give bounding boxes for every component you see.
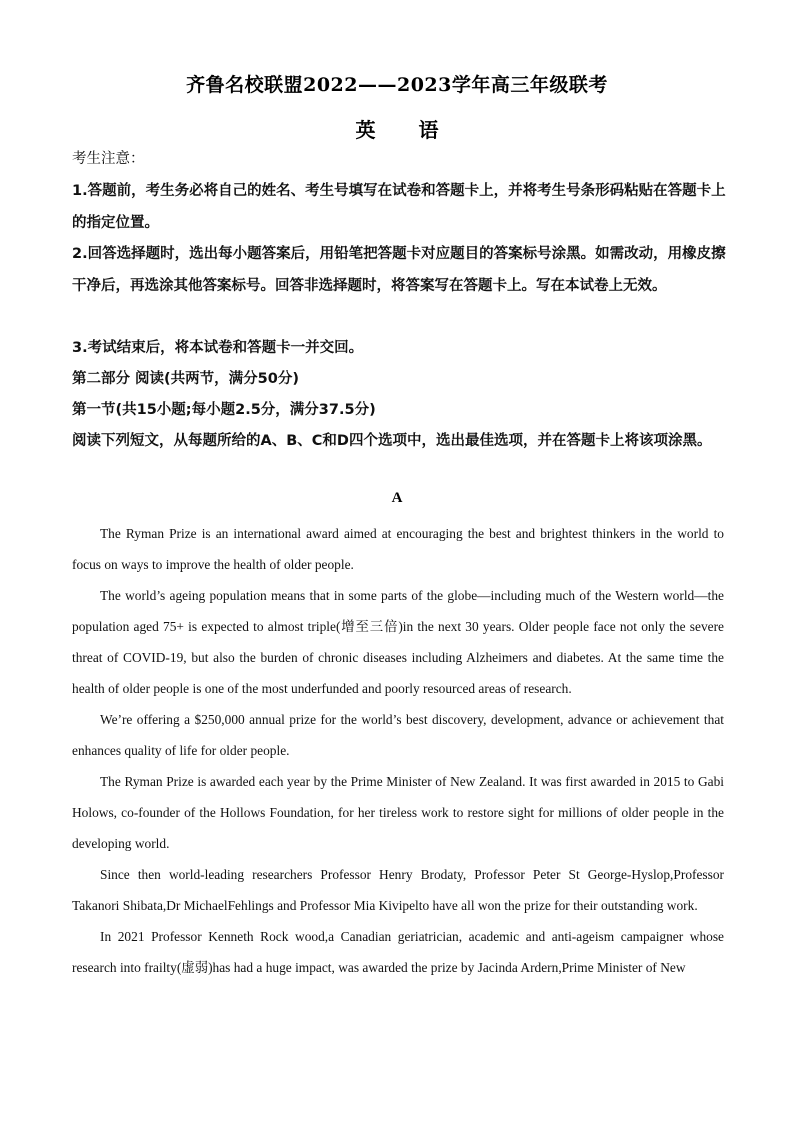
- reading-instruction: 阅读下列短文，从每题所给的A、B、C和D四个选项中，选出最佳选项，并在答题卡上将该项涂黑。: [72, 433, 712, 449]
- paragraph-3: We’re offering a $250,000 annual prize for the world’s best discovery, development, advance or achievement that enhances quality of life for older people.: [72, 712, 724, 758]
- notice-item-1: 1.答题前，考生务必将自己的姓名、考生号填写在试卷和答题卡上，并将考生号条形码粘贴在答题卡上的指定位置。: [72, 183, 726, 231]
- paragraph-1: The Ryman Prize is an international award aimed at encouraging the best and brightest thinkers in the world to focus on ways to improve the health of older people.: [72, 526, 724, 572]
- notice-item-3: 3.考试结束后，将本试卷和答题卡一并交回。: [72, 340, 364, 356]
- passage-a: [72, 518, 724, 983]
- section-part-heading: 第二部分 阅读(共两节，满分50分): [72, 371, 299, 387]
- paragraph-6: In 2021 Professor Kenneth Rock wood,a Canadian geriatrician, academic and anti-ageism campaigner whose research into frailty(虚弱)has had a huge impact, was awarded the prize by Jacinda Ardern,Prime Minister of New: [72, 929, 724, 975]
- passage-letter: A: [391, 490, 403, 506]
- paragraph-2: The world’s ageing population means that in some parts of the globe—including much of the Western world—the population aged 75+ is expected to almost triple(增至三倍)in the next 30 years. Older people face not only the severe threat of COVID-19, but also the burden of chronic diseases including Alzheimers and diabetes. At the same time the health of older people is one of the most underfunded and poorly resourced areas of research.: [72, 588, 724, 696]
- paragraph-5: Since then world-leading researchers Professor Henry Brodaty, Professor Peter St George-Hyslop,Professor Takanori Shibata,Dr MichaelFehlings and Professor Mia Kivipelto have all won the prize for their outstanding work.: [72, 867, 724, 913]
- subsection-heading: 第一节(共15小题;每小题2.5分，满分37.5分): [72, 402, 376, 418]
- subject-title: 英 语: [355, 118, 457, 142]
- notice-heading: 考生注意：: [72, 151, 145, 167]
- paragraph-4: The Ryman Prize is awarded each year by the Prime Minister of New Zealand. It was first awarded in 2015 to Gabi Holows, co-founder of the Hollows Foundation, for her tireless work to restore sight for millions of older people in the developing world.: [72, 774, 724, 851]
- exam-title: 齐鲁名校联盟2022——2023学年高三年级联考: [186, 74, 608, 96]
- notice-item-2: 2.回答选择题时，选出每小题答案后，用铅笔把答题卡对应题目的答案标号涂黑。如需改动，用橡皮擦干净后，再选涂其他答案标号。回答非选择题时，将答案写在答题卡上。写在本试卷上无效。: [72, 246, 726, 294]
